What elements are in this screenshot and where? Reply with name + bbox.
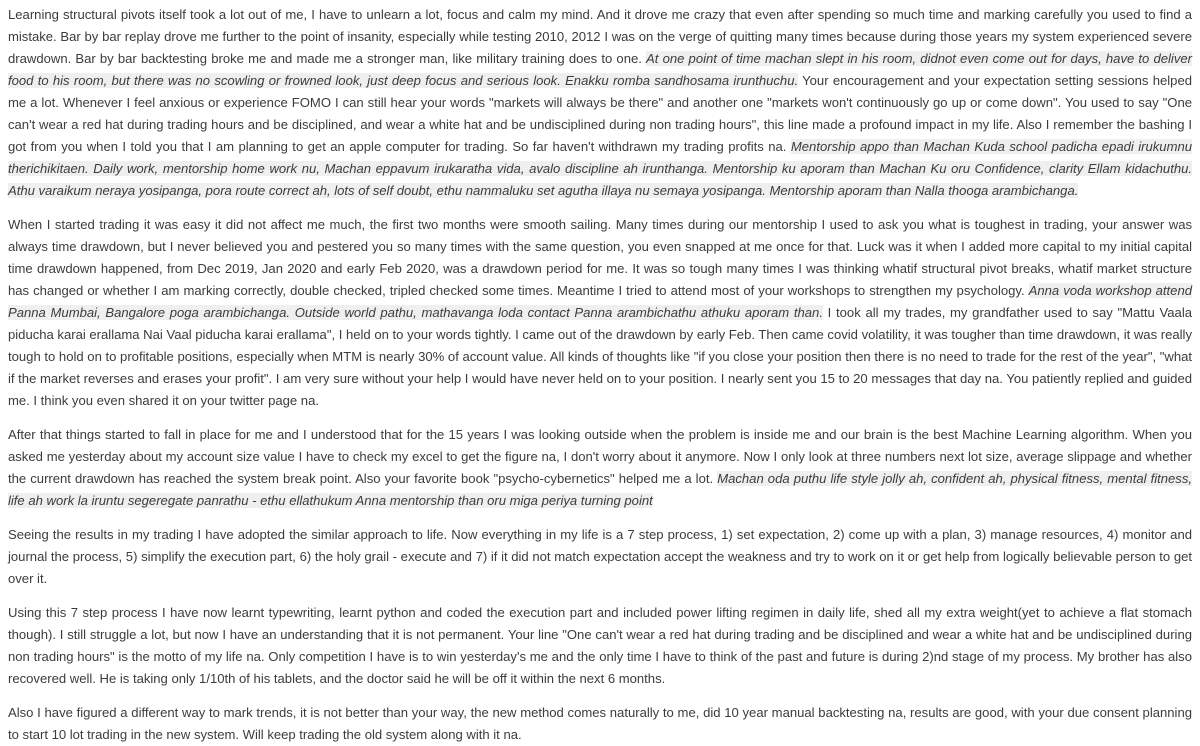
paragraph-3-text: After that things started to fall in place for me and I understood that for the 15 years I was looking outside when the problem is inside me and our brain is the best Machine Learning algorithm. When you asked me yesterday about my account size value I have to check my excel to get the figure na, I don't worry about it anymore. Now I only look at three numbers next lot size, average slippage and whether the current drawdown has reached the system break point. Also your favorite book "psycho-cybernetics" helped me a lot. <box>8 427 1192 486</box>
paragraph-2 <box>8 214 1192 412</box>
paragraph-5-text: Using this 7 step process I have now learnt typewriting, learnt python and coded the execution part and included power lifting regimen in daily life, shed all my extra weight(yet to achieve a flat stomach though). I still struggle a lot, but now I have an understanding that it is not permanent. Your line "One can't wear a red hat during trading and be disciplined and wear a white hat and be undisciplined during non trading hours" is the motto of my life na. Only competition I have is to win yesterday's me and the only time I have to think of the past and future is during 2)nd stage of my process. My brother has also recovered well. He is taking only 1/10th of his tablets, and the doctor said he will be off it within the next 6 months. <box>8 605 1192 686</box>
paragraph-1-tamil-note-1: At one point of time machan slept in his room, didnot even come out for days, have to deliver food to his room, but there was no scowling or frowned look, just deep focus and serious look. Enakku romba sandhosama irunthuchu. <box>8 51 1192 88</box>
paragraph-1-tamil-note-2: Mentorship appo than Machan Kuda school padicha epadi irukumnu therichikitaen. Daily work, mentorship home work nu, Machan eppavum irukaratha vida, avalo discipline ah irunthanga. Mentorship ku aporam than Machan Ku oru Confidence, clarity Ellam kidachuthu. Athu varaikum neraya yosipanga, pora route correct ah, lots of self doubt, ethu nammaluku set agutha illaya nu semaya yosipanga. Mentorship aporam than Nalla thooga arambichanga. <box>8 139 1193 198</box>
paragraph-1-text-2: Your encouragement and your expectation setting sessions helped me a lot. Whenever I feel anxious or experience FOMO I can still hear your words "markets will always be there" and another one "markets won't continuously go up or come down". You used to say "One can't wear a red hat during trading hours and be disciplined, and wear a white hat and be undisciplined during non trading hours", this line made a profound impact in my life. Also I remember the bashing I got from you when I told you that I am planning to get an apple computer for trading. So far haven't withdrawn my trading profits na. <box>8 73 1192 154</box>
paragraph-3-tamil-note: Machan oda puthu life style jolly ah, confident ah, physical fitness, mental fitness, life ah work la iruntu segeregate panrathu - ethu ellathukum Anna mentorship than oru miga periya turning point <box>8 471 1192 508</box>
paragraph-4-text: Seeing the results in my trading I have adopted the similar approach to life. Now everything in my life is a 7 step process, 1) set expectation, 2) come up with a plan, 3) manage resources, 4) monitor and journal the process, 5) simplify the execution part, 6) the holy grail - execute and 7) if it did not match expectation accept the weakness and try to work on it or get help from logically believable person to get over it. <box>8 527 1192 586</box>
paragraph-3 <box>8 424 1192 512</box>
paragraph-2-text-1: When I started trading it was easy it did not affect me much, the first two months were smooth sailing. Many times during our mentorship I used to ask you what is toughest in trading, your answer was always time drawdown, but I never believed you and pestered you so many times with the same question, you even snapped at me once for that. Luck was it when I added more capital to my initial capital time drawdown happened, from Dec 2019, Jan 2020 and early Feb 2020, was a drawdown period for me. It was so tough many times I was thinking whatif structural pivot breaks, whatif market structure has changed or whether I am marking correctly, double checked, tripled checked some times. Meantime I tried to attend most of your workshops to strengthen my psychology. <box>8 217 1192 298</box>
paragraph-6-text: Also I have figured a different way to mark trends, it is not better than your way, the new method comes naturally to me, did 10 year manual backtesting na, results are good, with your due consent planning to start 10 lot trading in the new system. Will keep trading the old system along with it na. <box>8 705 1192 742</box>
paragraph-6 <box>8 702 1192 746</box>
paragraph-5 <box>8 602 1192 690</box>
paragraph-2-tamil-note: Anna voda workshop attend Panna Mumbai, Bangalore poga arambichanga. Outside world pathu, mathavanga loda contact Panna arambichathu athuku aporam than. <box>8 283 1192 320</box>
paragraph-2-text-2: I took all my trades, my grandfather used to say "Mattu Vaala piducha karai erallama Nai Vaal piducha karai erallama", I held on to your words tightly. I came out of the drawdown by early Feb. Then came covid volatility, it was tougher than time drawdown, it was really tough to hold on to profitable positions, especially when MTM is nearly 30% of account value. All kinds of thoughts like "if you close your position then there is no need to trade for the rest of the year", "what if the market reverses and erases your profit". I am very sure without your help I would have never held on to your position. I nearly sent you 15 to 20 messages that day na. You patiently replied and guided me. I think you even shared it on your twitter page na. <box>8 305 1192 408</box>
paragraph-1 <box>8 4 1192 202</box>
paragraph-4 <box>8 524 1192 590</box>
paragraph-1-text-1: Learning structural pivots itself took a lot out of me, I have to unlearn a lot, focus and calm my mind. And it drove me crazy that even after spending so much time and marking carefully you used to find a mistake. Bar by bar replay drove me further to the point of insanity, especially while testing 2010, 2012 I was on the verge of quitting many times because during those years my system experienced severe drawdown. Bar by bar backtesting broke me and made me a stronger man, like military training does to one. <box>8 7 1192 66</box>
